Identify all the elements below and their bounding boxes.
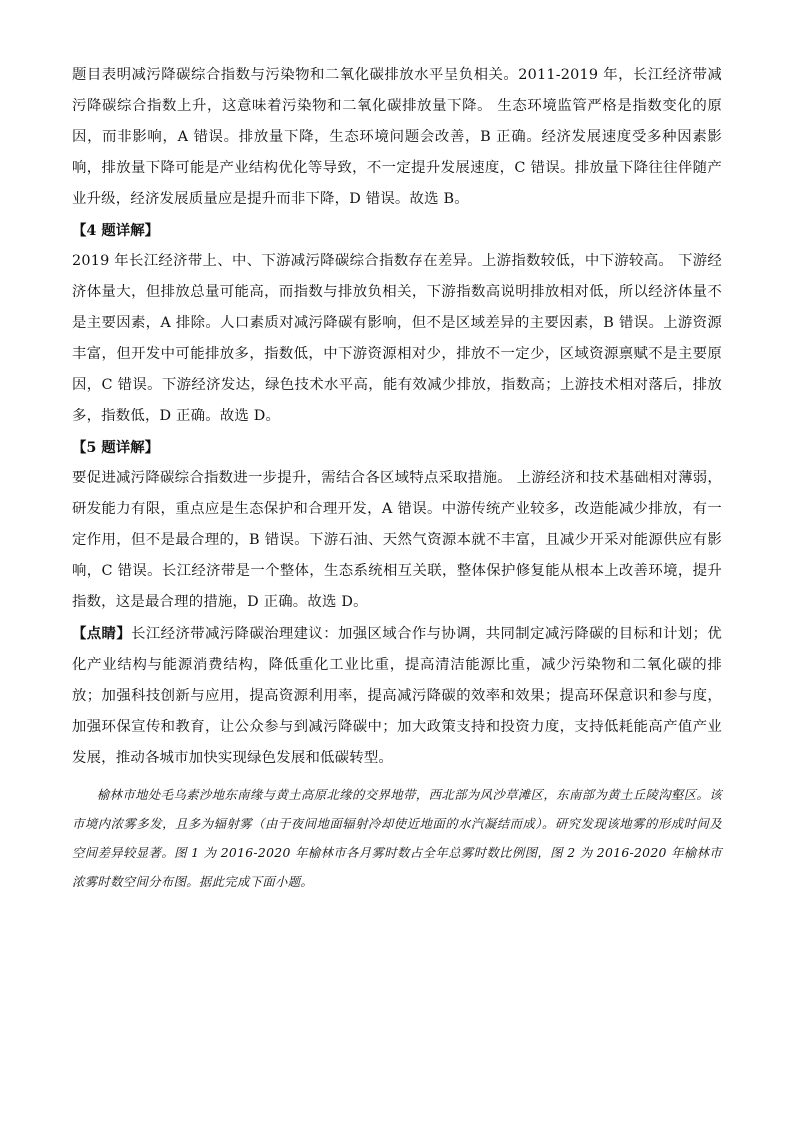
q4-heading: 【4 题详解】 <box>72 222 159 239</box>
yulin-fog-material-paragraph: 榆林市地处毛乌素沙地东南缘与黄土高原北缘的交界地带，西北部为风沙草滩区，东南部为黄土丘陵沟壑区。该市境内浓雾多发，且多为辐射雾（由于夜间地面辐射冷却使近地面的水汽凝结而成）。研究发现该地雾的形成时间及空间差异较显著。图 1 为 2016-2020 年榆林市各月雾时数占全年总雾时数比例图，图 2 为 2016-2020 年榆林市浓雾时数空间分布图。据此完成下面小题。 <box>72 787 722 889</box>
document-content <box>72 60 722 896</box>
q3-analysis-paragraph: 题目表明减污降碳综合指数与污染物和二氧化碳排放水平呈负相关。2011-2019 年，长江经济带减污降碳综合指数上升，这意味着污染物和二氧化碳排放量下降。 生态环境监管严格是指数变化的原因，而非影响，A 错误。排放量下降，生态环境问题会改善，B 正确。经济发展速度受多种因素影响，排放量下降可能是产业结构优化等导致，不一定提升发展速度，C 错误。排放量下降往往伴随产业升级，经济发展质量应是提升而非下降，D 错误。故选 B。 <box>72 67 722 207</box>
dianjing-paragraph <box>72 618 722 774</box>
dianjing-text: 长江经济带减污降碳治理建议：加强区域合作与协调，共同制定减污降碳的目标和计划；优化产业结构与能源消费结构，降低重化工业比重，提高清洁能源比重，减少污染物和二氧化碳的排放；加强科技创新与应用，提高资源利用率，提高减污降碳的效率和效果；提高环保意识和参与度，加强环保宣传和教育，让公众参与到减污降碳中；加大政策支持和投资力度，支持低耗能高产值产业发展，推动各城市加快实现绿色发展和低碳转型。 <box>72 626 722 766</box>
dianjing-label: 【点睛】 <box>72 625 132 642</box>
q5-analysis-paragraph: 要促进减污降碳综合指数进一步提升，需结合各区域特点采取措施。 上游经济和技术基础相对薄弱，研发能力有限，重点应是生态保护和合理开发，A 错误。中游传统产业较多，改造能减少排放，有一定作用，但不是最合理的，B 错误。下游石油、天然气资源本就不丰富，且减少开采对能源供应有影响，C 错误。长江经济带是一个整体，生态系统相互关联，整体保护修复能从根本上改善环境，提升指数，这是最合理的措施，D 正确。故选 D。 <box>72 470 722 610</box>
q5-heading: 【5 题详解】 <box>72 439 159 456</box>
q4-analysis-paragraph: 2019 年长江经济带上、中、下游减污降碳综合指数存在差异。上游指数较低，中下游较高。 下游经济体量大，但排放总量可能高，而指数与排放负相关，下游指数高说明排放相对低，所以经济体量不是主要因素，A 排除。人口素质对减污降碳有影响，但不是区域差异的主要因素，B 错误。上游资源丰富，但开发中可能排放多，指数低，中下游资源相对少，排放不一定少，区域资源禀赋不是主要原因，C 错误。下游经济发达，绿色技术水平高，能有效减少排放，指数高；上游技术相对落后，排放多，指数低，D 正确。故选 D。 <box>72 253 722 424</box>
